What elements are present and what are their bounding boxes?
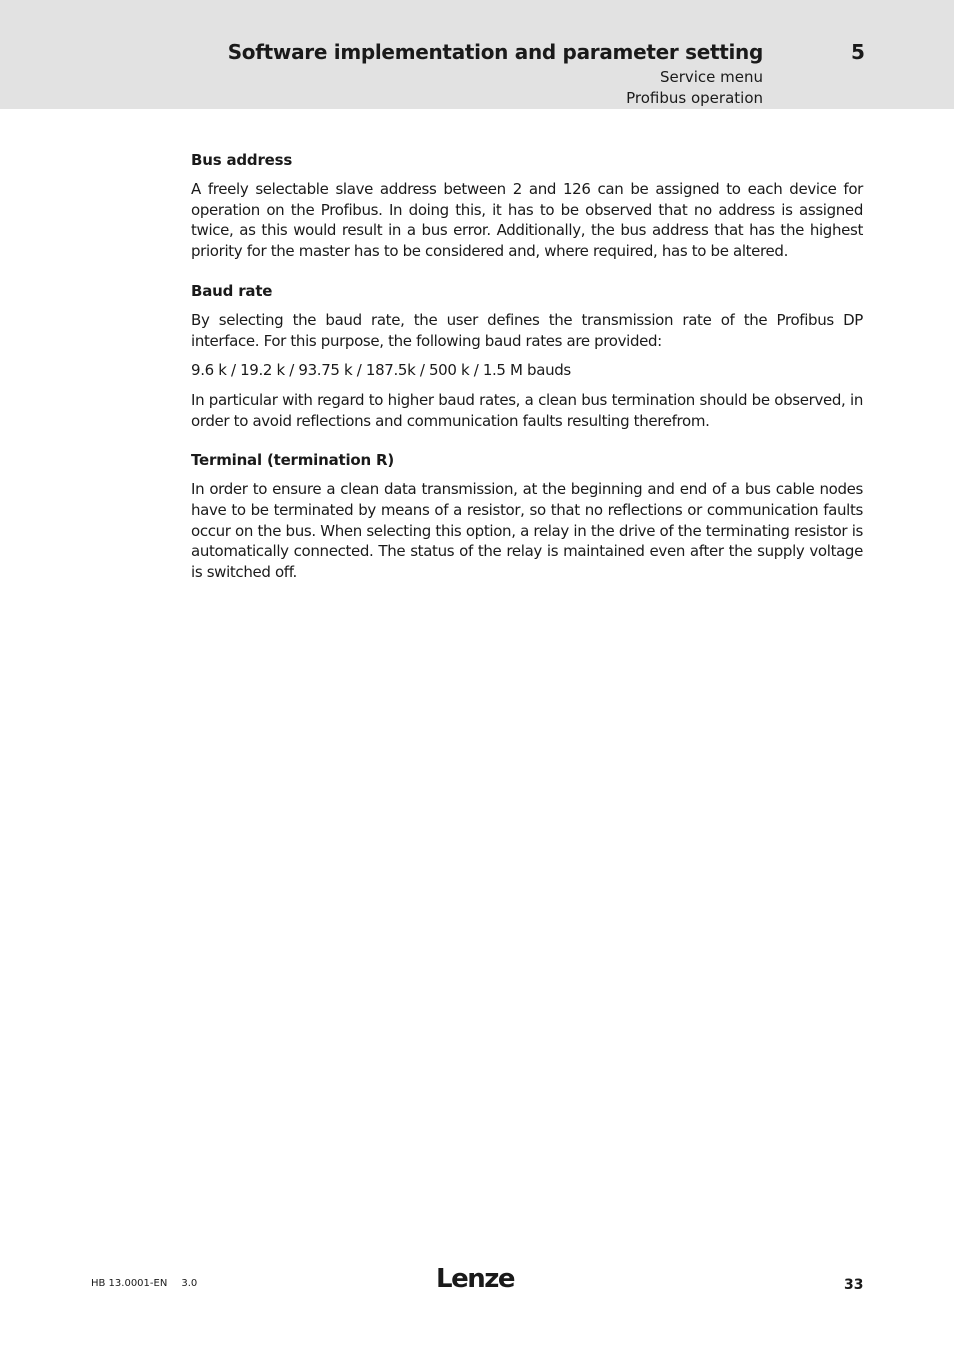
section-terminal (191, 450, 863, 583)
page-number: 33 (844, 1277, 864, 1293)
chapter-title: Software implementation and parameter setting (227, 40, 763, 64)
section-heading: Terminal (termination R) (191, 451, 395, 470)
lenze-logo: Lenze (436, 1264, 514, 1294)
section-heading: Bus address (191, 151, 293, 169)
paragraph: In order to ensure a clean data transmission, at the beginning and end of a bus cable nodes have to be terminated by means of a resistor, so that no reflections or communication faults occur on the bus. When selecting this option, a relay in the drive of the terminating resistor is automatically connected. The status of the relay is maintained even after the supply voltage is switched off. (191, 480, 863, 582)
footer-document-id (91, 1278, 197, 1289)
chapter-number: 5 (851, 40, 865, 64)
document-version: 3.0 (181, 1278, 198, 1289)
section-subtitle: Service menu (659, 68, 763, 86)
page-content (191, 150, 863, 592)
baud-rate-list: 9.6 k / 19.2 k / 93.75 k / 187.5k / 500 k / 1.5 M bauds (191, 361, 571, 380)
paragraph: A freely selectable slave address between 2 and 126 can be assigned to each device for operation on the Profibus. In doing this, it has to be observed that no address is assigned twice, as this would result in a bus error. Additionally, the bus address that has the highest priority for the master has to be considered and, where required, has to be altered. (191, 180, 863, 261)
section-baud-rate (191, 281, 863, 432)
section-heading: Baud rate (191, 281, 273, 300)
section-bus-address (191, 150, 863, 262)
page-header (0, 0, 954, 109)
paragraph: In particular with regard to higher baud rates, a clean bus termination should be observed, in order to avoid reflections and communication faults resulting therefrom. (191, 390, 863, 430)
document-id: HB 13.0001-EN (91, 1278, 168, 1289)
subsection-subtitle: Profibus operation (626, 89, 763, 107)
paragraph: By selecting the baud rate, the user defines the transmission rate of the Profibus DP interface. For this purpose, the following baud rates are provided: (191, 310, 863, 350)
